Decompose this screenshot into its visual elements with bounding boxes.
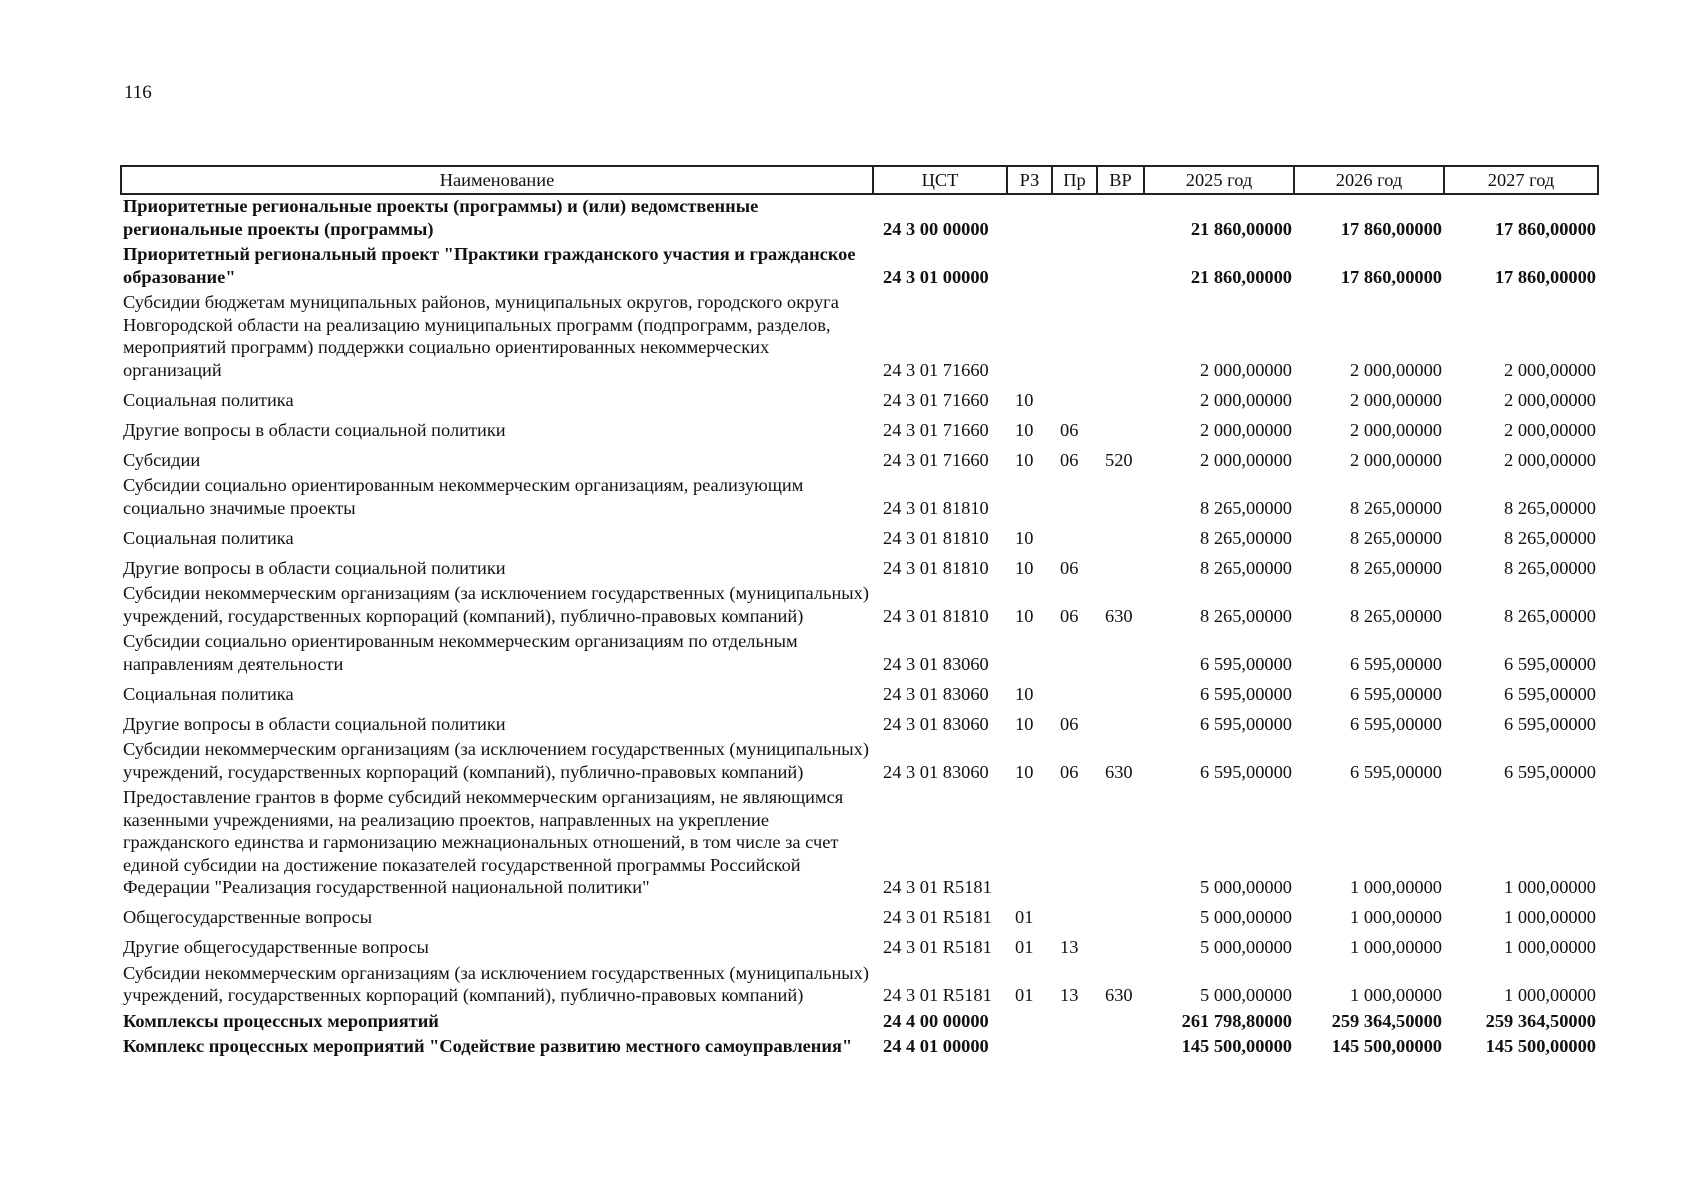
row-vr [1097, 932, 1144, 962]
row-2027: 8 265,00000 [1504, 527, 1596, 548]
row-2026: 8 265,00000 [1350, 557, 1442, 578]
table-row [121, 786, 1598, 902]
table-row [121, 582, 1598, 630]
row-pr: 13 [1060, 937, 1079, 957]
row-vr [1097, 384, 1144, 414]
row-rz [1007, 786, 1052, 902]
row-vr [1097, 552, 1144, 582]
row-vr: 630 [1105, 761, 1133, 782]
row-name: Комплекс процессных мероприятий "Содействие развитию местного самоуправления" [123, 1036, 853, 1056]
row-rz: 10 [1015, 449, 1034, 470]
row-pr: 06 [1060, 605, 1079, 626]
row-pr [1052, 243, 1097, 291]
row-2026: 2 000,00000 [1350, 419, 1442, 440]
header-rz: РЗ [1007, 166, 1052, 194]
row-vr [1097, 522, 1144, 552]
row-2026: 2 000,00000 [1350, 449, 1442, 470]
row-csr: 24 3 01 81810 [883, 497, 989, 518]
header-2027: 2027 год [1444, 166, 1598, 194]
row-rz: 10 [1015, 389, 1034, 410]
table-row [121, 522, 1598, 552]
row-2025: 8 265,00000 [1200, 497, 1292, 518]
table-row [121, 708, 1598, 738]
row-name: Субсидии социально ориентированным некоммерческим организациям, реализующим социально значимые проекты [123, 475, 804, 518]
row-2027: 2 000,00000 [1504, 359, 1596, 380]
row-pr: 06 [1060, 419, 1079, 440]
row-csr: 24 3 01 83060 [883, 713, 989, 734]
row-rz: 10 [1015, 419, 1034, 440]
table-header-row [121, 166, 1598, 194]
row-2027: 8 265,00000 [1504, 497, 1596, 518]
row-2026: 8 265,00000 [1350, 527, 1442, 548]
row-vr [1097, 630, 1144, 678]
row-pr: 13 [1060, 985, 1079, 1005]
row-csr: 24 3 01 71660 [883, 359, 989, 380]
row-csr: 24 3 01 83060 [883, 761, 989, 782]
row-2025: 6 595,00000 [1200, 683, 1292, 704]
row-2026: 6 595,00000 [1350, 653, 1442, 674]
row-rz: 01 [1015, 907, 1034, 927]
table-row [121, 1035, 1598, 1061]
row-pr [1052, 630, 1097, 678]
row-2027: 6 595,00000 [1504, 683, 1596, 704]
row-rz: 10 [1015, 605, 1034, 626]
row-vr: 630 [1105, 605, 1133, 626]
row-pr [1052, 522, 1097, 552]
row-pr [1052, 1010, 1097, 1036]
row-csr: 24 3 01 R5181 [883, 907, 992, 927]
row-name: Социальная политика [123, 683, 294, 704]
row-rz: 10 [1015, 557, 1034, 578]
row-2026: 8 265,00000 [1350, 605, 1442, 626]
row-name: Другие вопросы в области социальной политики [123, 557, 506, 578]
row-2025: 8 265,00000 [1200, 557, 1292, 578]
row-pr [1052, 384, 1097, 414]
row-vr [1097, 1035, 1144, 1061]
table-row [121, 630, 1598, 678]
row-name: Субсидии социально ориентированным некоммерческим организациям по отдельным направлениям деятельности [123, 631, 798, 674]
row-name: Социальная политика [123, 389, 294, 410]
row-2025: 21 860,00000 [1190, 266, 1292, 287]
row-vr: 520 [1105, 449, 1133, 470]
row-2025: 21 860,00000 [1190, 218, 1292, 239]
row-2026: 1 000,00000 [1350, 877, 1442, 897]
row-csr: 24 3 01 00000 [883, 266, 989, 287]
row-2027: 1 000,00000 [1504, 877, 1596, 897]
header-name: Наименование [121, 166, 873, 194]
row-pr: 06 [1060, 761, 1079, 782]
row-name: Приоритетные региональные проекты (программы) и (или) ведомственные региональные проекты (программы) [123, 196, 759, 239]
row-pr [1052, 291, 1097, 384]
row-csr: 24 3 01 81810 [883, 557, 989, 578]
row-2026: 145 500,00000 [1331, 1036, 1442, 1056]
row-pr [1052, 1035, 1097, 1061]
row-2025: 2 000,00000 [1200, 419, 1292, 440]
row-name: Социальная политика [123, 527, 294, 548]
table-row [121, 243, 1598, 291]
row-vr [1097, 291, 1144, 384]
row-csr: 24 3 01 81810 [883, 605, 989, 626]
row-2025: 2 000,00000 [1200, 449, 1292, 470]
row-rz: 10 [1015, 713, 1034, 734]
row-2027: 2 000,00000 [1504, 389, 1596, 410]
row-2027: 1 000,00000 [1504, 937, 1596, 957]
row-2027: 6 595,00000 [1504, 761, 1596, 782]
row-2027: 1 000,00000 [1504, 907, 1596, 927]
row-csr: 24 3 01 R5181 [883, 937, 992, 957]
row-2026: 6 595,00000 [1350, 761, 1442, 782]
row-rz [1007, 1035, 1052, 1061]
header-vr: ВР [1097, 166, 1144, 194]
row-2026: 17 860,00000 [1340, 218, 1442, 239]
row-2027: 8 265,00000 [1504, 557, 1596, 578]
row-csr: 24 3 01 83060 [883, 653, 989, 674]
row-name: Общегосударственные вопросы [123, 907, 373, 927]
row-name: Субсидии [123, 449, 201, 470]
row-2027: 17 860,00000 [1494, 266, 1596, 287]
row-name: Субсидии бюджетам муниципальных районов, муниципальных округов, городского округа Новгородской области на реализацию муниципальных программ (подпрограмм, разделов, мероприятий программ) поддержки социально ориентированных некоммерческих организаций [123, 292, 839, 380]
row-2026: 1 000,00000 [1350, 937, 1442, 957]
row-pr: 06 [1060, 449, 1079, 470]
row-rz: 01 [1015, 985, 1034, 1005]
row-vr [1097, 1010, 1144, 1036]
table-row [121, 474, 1598, 522]
row-pr [1052, 474, 1097, 522]
row-vr [1097, 243, 1144, 291]
row-name: Субсидии некоммерческим организациям (за исключением государственных (муниципальных) учреждений, государственных корпораций (компаний), публично-правовых компаний) [123, 962, 869, 1005]
row-2026: 2 000,00000 [1350, 389, 1442, 410]
row-csr: 24 3 01 R5181 [883, 877, 992, 897]
row-pr [1052, 902, 1097, 932]
row-name: Другие вопросы в области социальной политики [123, 419, 506, 440]
page-number: 116 [124, 82, 152, 103]
row-rz: 01 [1015, 937, 1034, 957]
row-2027: 17 860,00000 [1494, 218, 1596, 239]
row-csr: 24 4 00 00000 [883, 1010, 989, 1031]
table-row [121, 552, 1598, 582]
row-2027: 6 595,00000 [1504, 713, 1596, 734]
row-name: Субсидии некоммерческим организациям (за исключением государственных (муниципальных) учреждений, государственных корпораций (компаний), публично-правовых компаний) [123, 583, 869, 626]
row-2027: 6 595,00000 [1504, 653, 1596, 674]
row-vr [1097, 194, 1144, 243]
row-csr: 24 3 01 83060 [883, 683, 989, 704]
row-2025: 5 000,00000 [1200, 877, 1292, 897]
row-name: Приоритетный региональный проект "Практики гражданского участия и гражданское образование" [123, 244, 856, 287]
row-2025: 8 265,00000 [1200, 527, 1292, 548]
row-csr: 24 3 00 00000 [883, 218, 989, 239]
row-csr: 24 4 01 00000 [883, 1036, 989, 1056]
table-row [121, 384, 1598, 414]
header-pr: Пр [1052, 166, 1097, 194]
table-row [121, 932, 1598, 962]
row-2025: 6 595,00000 [1200, 653, 1292, 674]
row-2025: 6 595,00000 [1200, 761, 1292, 782]
row-name: Субсидии некоммерческим организациям (за исключением государственных (муниципальных) учреждений, государственных корпораций (компаний), публично-правовых компаний) [123, 739, 869, 782]
row-2025: 261 798,80000 [1181, 1010, 1292, 1031]
table-row [121, 291, 1598, 384]
row-rz [1007, 630, 1052, 678]
row-rz: 10 [1015, 683, 1034, 704]
row-2026: 6 595,00000 [1350, 683, 1442, 704]
row-vr [1097, 678, 1144, 708]
row-2026: 1 000,00000 [1350, 985, 1442, 1005]
row-rz [1007, 474, 1052, 522]
table-row [121, 1010, 1598, 1036]
row-rz: 10 [1015, 761, 1034, 782]
table-row [121, 444, 1598, 474]
table-row [121, 194, 1598, 243]
row-2025: 8 265,00000 [1200, 605, 1292, 626]
row-2027: 8 265,00000 [1504, 605, 1596, 626]
row-2026: 8 265,00000 [1350, 497, 1442, 518]
row-2027: 2 000,00000 [1504, 449, 1596, 470]
row-rz: 10 [1015, 527, 1034, 548]
table-row [121, 414, 1598, 444]
row-pr [1052, 786, 1097, 902]
row-2027: 145 500,00000 [1485, 1036, 1596, 1056]
row-csr: 24 3 01 81810 [883, 527, 989, 548]
row-vr [1097, 902, 1144, 932]
row-pr [1052, 678, 1097, 708]
row-2026: 2 000,00000 [1350, 359, 1442, 380]
row-2025: 5 000,00000 [1200, 985, 1292, 1005]
row-vr [1097, 414, 1144, 444]
row-csr: 24 3 01 R5181 [883, 985, 992, 1005]
row-2027: 1 000,00000 [1504, 985, 1596, 1005]
row-2027: 2 000,00000 [1504, 419, 1596, 440]
row-csr: 24 3 01 71660 [883, 389, 989, 410]
row-rz [1007, 291, 1052, 384]
row-name: Другие вопросы в области социальной политики [123, 713, 506, 734]
table-row [121, 962, 1598, 1010]
row-name: Предоставление грантов в форме субсидий некоммерческим организациям, не являющимся казенными учреждениями, на реализацию проектов, направленных на укрепление гражданского единства и гармонизацию межнациональных отношений, в том числе за счет единой субсидии на достижение показателей государственной программы Российской Федерации "Реализация государственной национальной политики" [123, 787, 844, 897]
row-pr: 06 [1060, 713, 1079, 734]
row-2025: 6 595,00000 [1200, 713, 1292, 734]
row-vr [1097, 474, 1144, 522]
row-2025: 2 000,00000 [1200, 389, 1292, 410]
row-csr: 24 3 01 71660 [883, 419, 989, 440]
header-csr: ЦСТ [873, 166, 1007, 194]
row-2027: 259 364,50000 [1485, 1010, 1596, 1031]
row-2026: 1 000,00000 [1350, 907, 1442, 927]
row-2025: 5 000,00000 [1200, 937, 1292, 957]
header-2026: 2026 год [1294, 166, 1444, 194]
row-name: Комплексы процессных мероприятий [123, 1010, 439, 1031]
row-vr [1097, 708, 1144, 738]
table-row [121, 678, 1598, 708]
table-row [121, 902, 1598, 932]
row-2025: 145 500,00000 [1181, 1036, 1292, 1056]
row-name: Другие общегосударственные вопросы [123, 937, 429, 957]
row-2025: 2 000,00000 [1200, 359, 1292, 380]
row-csr: 24 3 01 71660 [883, 449, 989, 470]
row-vr [1097, 786, 1144, 902]
row-2026: 17 860,00000 [1340, 266, 1442, 287]
row-rz [1007, 194, 1052, 243]
row-pr [1052, 194, 1097, 243]
header-2025: 2025 год [1144, 166, 1294, 194]
row-pr: 06 [1060, 557, 1079, 578]
row-2026: 259 364,50000 [1331, 1010, 1442, 1031]
row-rz [1007, 243, 1052, 291]
row-2025: 5 000,00000 [1200, 907, 1292, 927]
budget-table [120, 165, 1599, 1061]
row-rz [1007, 1010, 1052, 1036]
row-2026: 6 595,00000 [1350, 713, 1442, 734]
row-vr: 630 [1105, 985, 1133, 1005]
table-row [121, 738, 1598, 786]
